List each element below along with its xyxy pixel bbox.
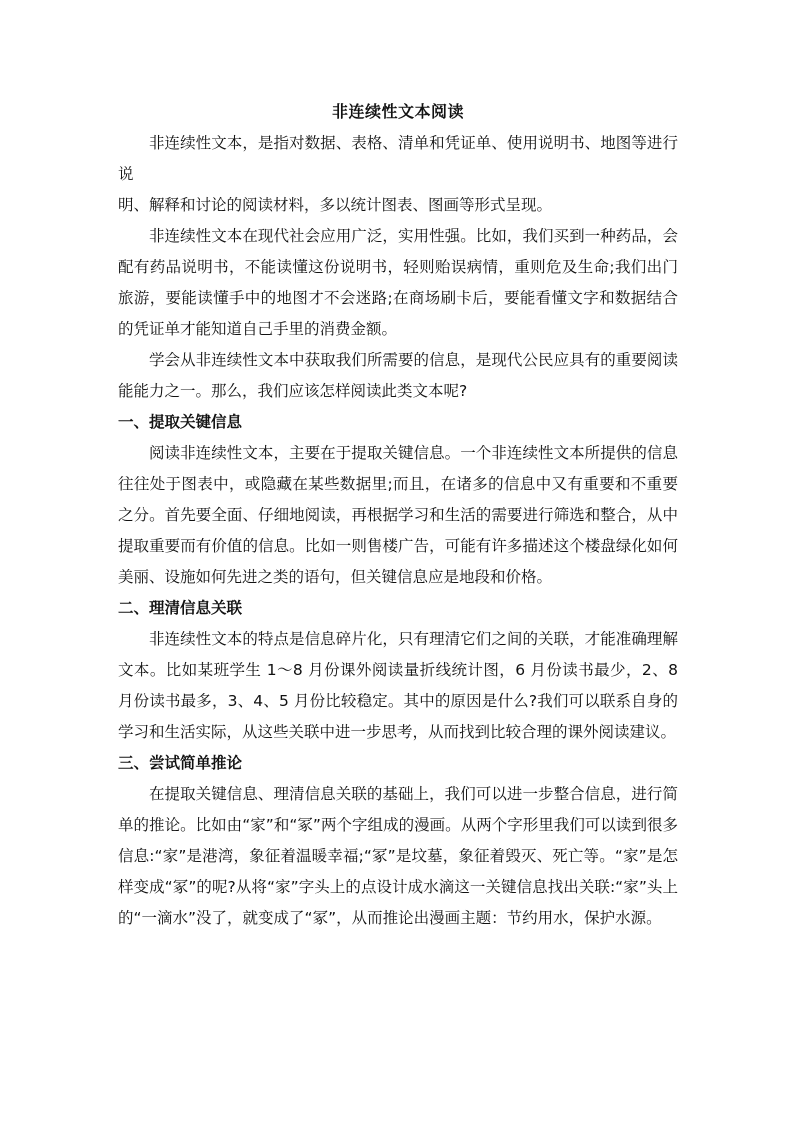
document-title: 非连续性文本阅读	[331, 102, 464, 121]
section-body-2: 非连续性文本的特点是信息碎片化，只有理清它们之间的关联，才能准确理解文本。比如某班学生 1～8 月份课外阅读量折线统计图，6 月份读书最少，2、8 月份读书最多，3、4、5 月份比较稳定。其中的原因是什么?我们可以联系自身的学习和生活实际，从这些关联中进一步思考，从而找到比较合理的课外阅读建议。	[118, 630, 678, 741]
document-body	[118, 98, 678, 934]
section-body-1: 阅读非连续性文本，主要在于提取关键信息。一个非连续性文本所提供的信息往往处于图表中，或隐藏在某些数据里;而且，在诸多的信息中又有重要和不重要之分。首先要全面、仔细地阅读，再根据学习和生活的需要进行筛选和整合，从中提取重要而有价值的信息。比如一则售楼广告，可能有许多描述这个楼盘绿化如何美丽、设施如何先进之类的语句，但关键信息应是地段和价格。	[118, 444, 678, 586]
section-body-3: 在提取关键信息、理清信息关联的基础上，我们可以进一步整合信息，进行简单的推论。比如由“家”和“冢”两个字组成的漫画。从两个字形里我们可以读到很多信息:“家”是港湾，象征着温暖幸福;“冢”是坟墓，象征着毁灭、死亡等。“家”是怎样变成“冢”的呢?从将“家”字头上的点设计成水滴这一关键信息找出关联:“家”头上的“一滴水”没了，就变成了“冢”，从而推论出漫画主题：节约用水，保护水源。	[118, 785, 678, 927]
section-heading-3: 三、尝试简单推论	[118, 754, 243, 772]
section-heading-2: 二、理清信息关联	[118, 599, 243, 617]
intro-paragraph-3: 学会从非连续性文本中获取我们所需要的信息，是现代公民应具有的重要阅读能能力之一。那么，我们应该怎样阅读此类文本呢?	[118, 351, 678, 400]
intro-paragraph-2: 非连续性文本在现代社会应用广泛，实用性强。比如，我们买到一种药品，会配有药品说明书，不能读懂这份说明书，轻则贻误病情，重则危及生命;我们出门旅游，要能读懂手中的地图才不会迷路;在商场刷卡后，要能看懂文字和数据结合的凭证单才能知道自己手里的消费金额。	[118, 227, 678, 338]
intro-paragraph-1a: 非连续性文本，是指对数据、表格、清单和凭证单、使用说明书、地图等进行说	[118, 134, 678, 183]
section-heading-1: 一、提取关键信息	[118, 413, 243, 431]
intro-paragraph-1b: 明、解释和讨论的阅读材料，多以统计图表、图画等形式呈现。	[118, 196, 553, 214]
